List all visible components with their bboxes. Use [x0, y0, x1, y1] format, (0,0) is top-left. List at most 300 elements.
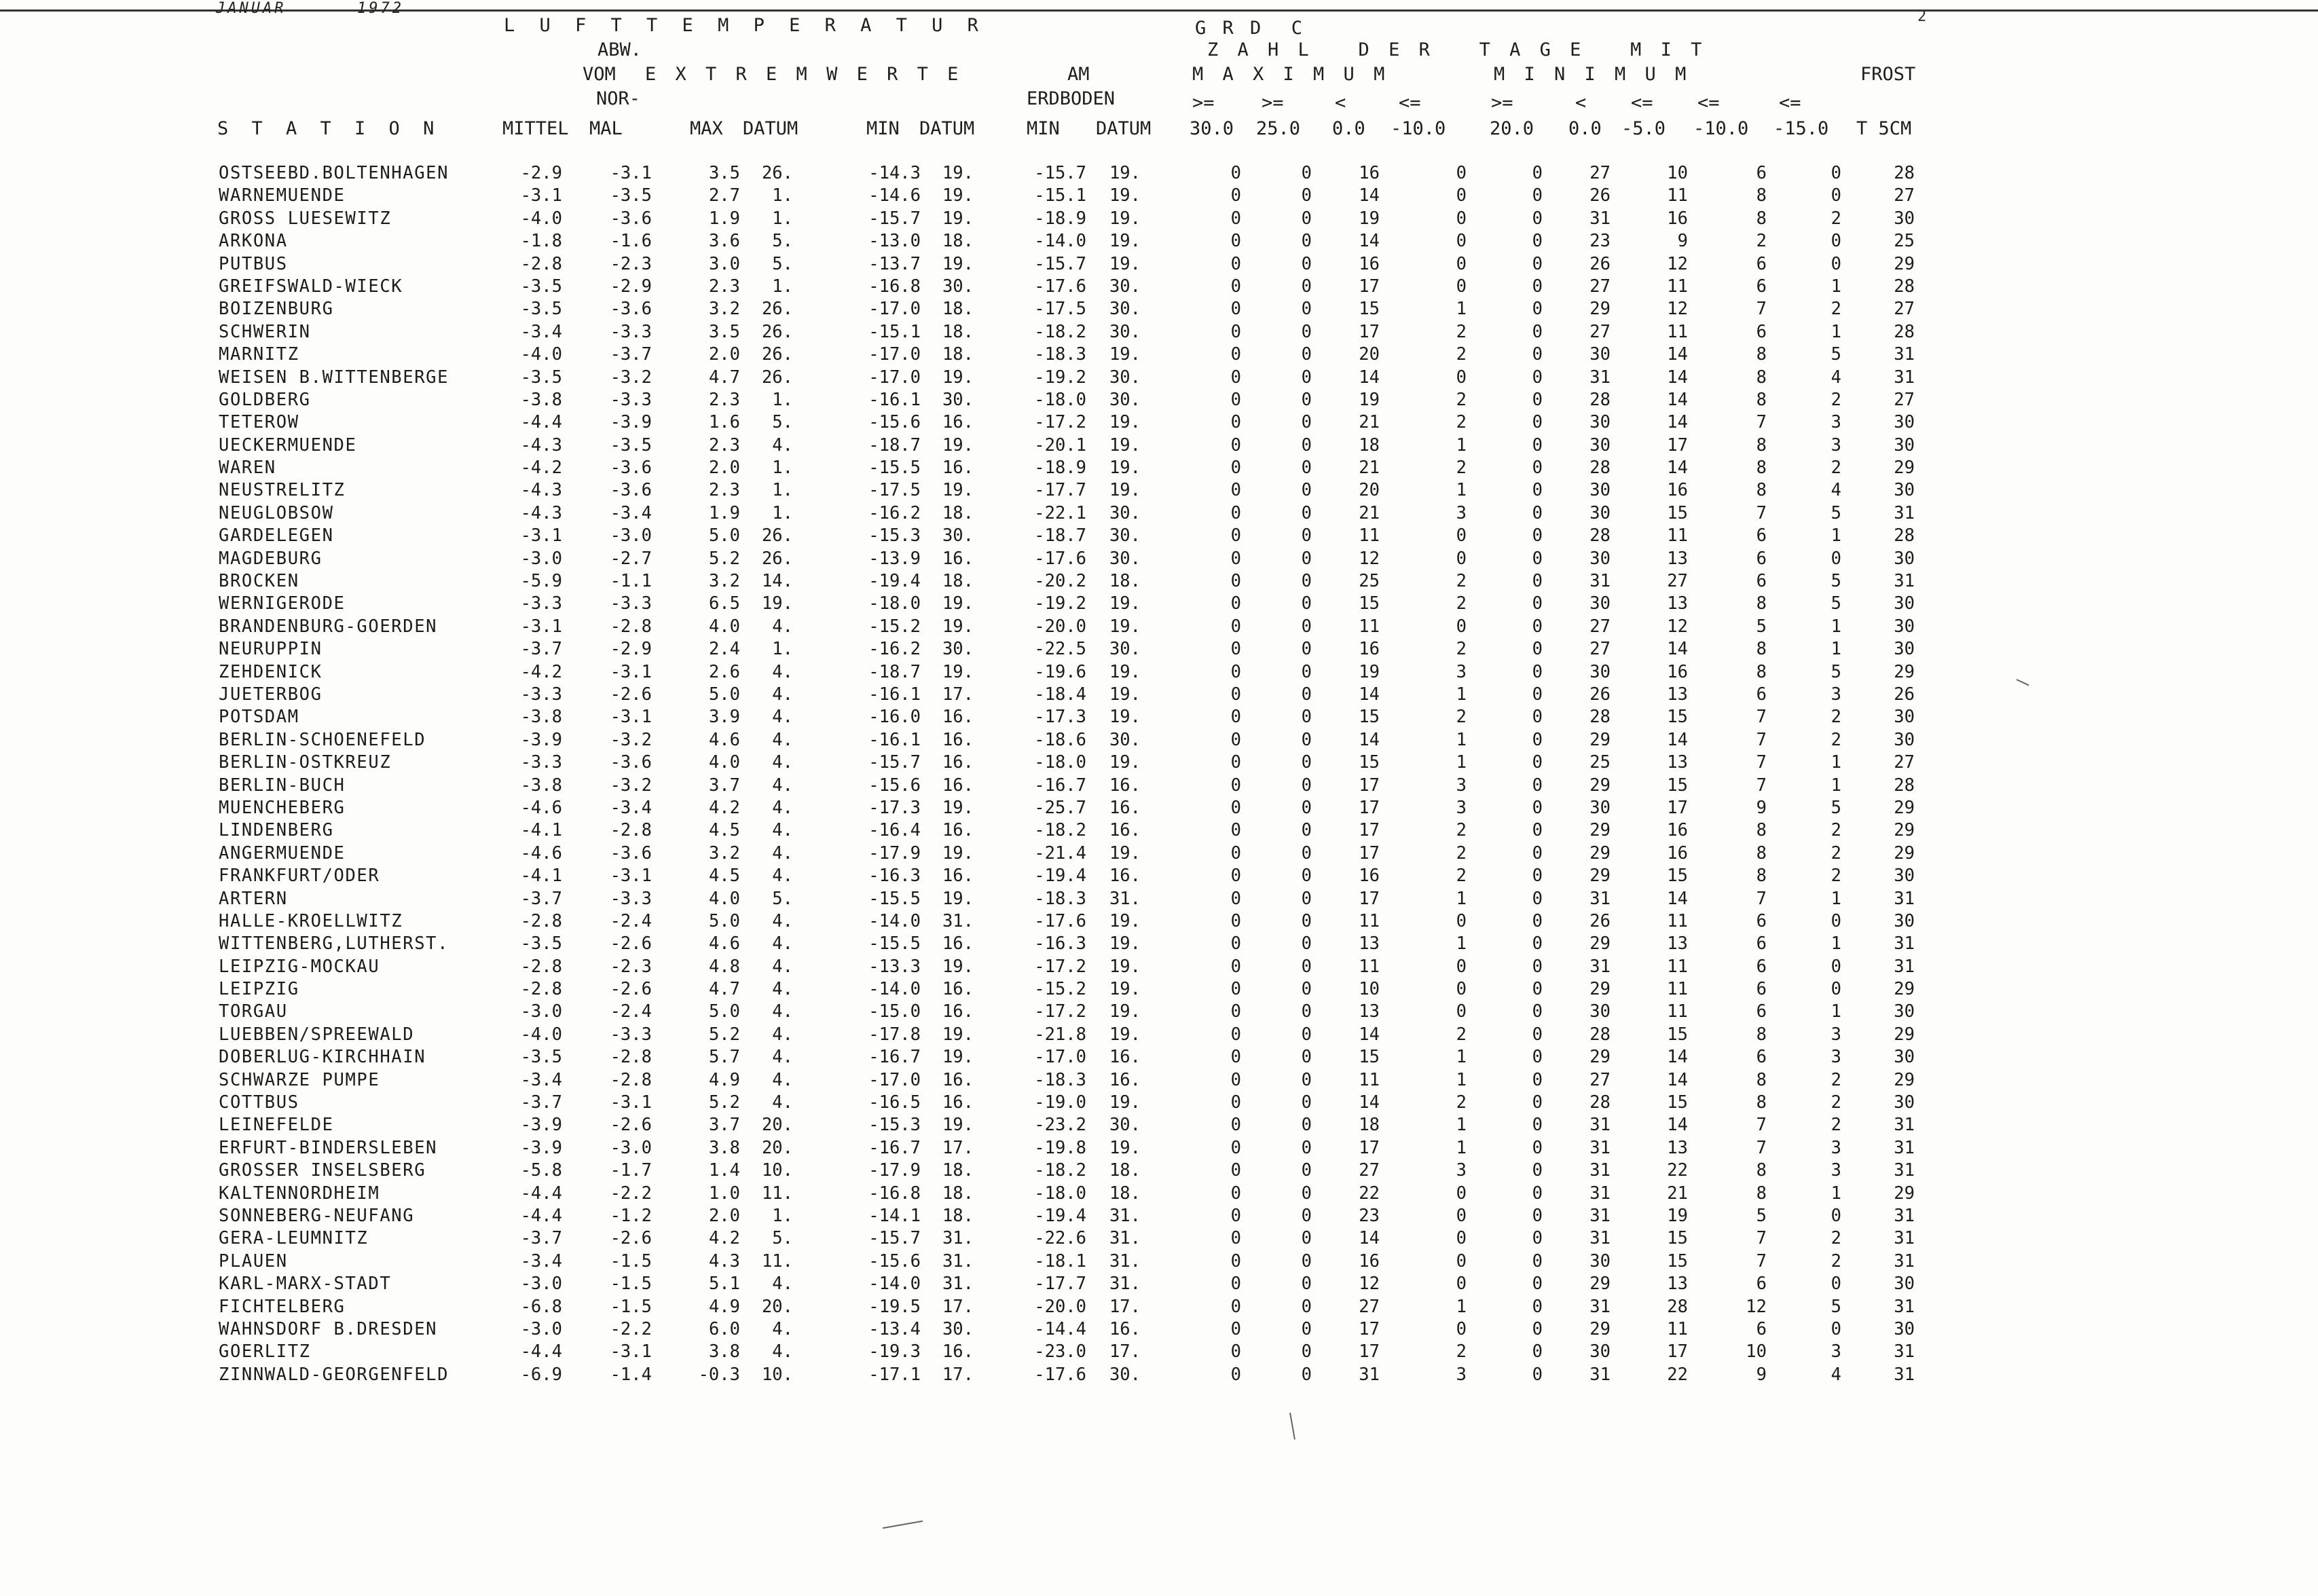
day-count-10: 30	[1894, 412, 1915, 433]
abw-value: -2.6	[610, 933, 652, 954]
day-count-9: 3	[1831, 1341, 1841, 1362]
day-count-3: 20	[1359, 480, 1380, 501]
day-count-8: 6	[1756, 956, 1767, 977]
table-row	[0, 1297, 2318, 1319]
op-max-1: >=	[1192, 92, 1215, 113]
min-date: 16.	[942, 1069, 974, 1090]
erdboden-min-value: -15.7	[1034, 163, 1086, 183]
max-date: 4.	[772, 1069, 793, 1090]
table-row	[0, 843, 2318, 866]
min-value: -15.6	[868, 775, 921, 796]
day-count-9: 0	[1831, 253, 1841, 274]
day-count-3: 14	[1359, 729, 1380, 750]
day-count-2: 0	[1301, 775, 1312, 796]
day-count-8: 7	[1756, 707, 1767, 728]
day-count-7: 19	[1667, 1205, 1688, 1226]
day-count-1: 0	[1230, 208, 1241, 229]
min-value: -15.2	[868, 616, 921, 637]
day-count-2: 0	[1301, 1364, 1312, 1385]
erdboden-min-value: -20.1	[1034, 434, 1086, 456]
day-count-3: 15	[1359, 593, 1380, 614]
station-name: LEIPZIG	[219, 979, 299, 1000]
min-value: -16.1	[868, 389, 921, 410]
mittel-value: -3.0	[520, 1274, 562, 1295]
station-name: DOBERLUG-KIRCHHAIN	[219, 1047, 426, 1068]
day-count-9: 0	[1831, 185, 1841, 206]
day-count-1: 0	[1230, 1228, 1241, 1249]
station-header: S T A T I O N	[217, 118, 441, 139]
day-count-9: 2	[1831, 729, 1841, 750]
min-date: 19.	[942, 434, 974, 456]
max-date: 10.	[761, 1160, 793, 1181]
max-value: 1.0	[708, 1183, 740, 1204]
station-name: BERLIN-SCHOENEFELD	[219, 729, 426, 750]
table-title: L U F T T E M P E R A T U R	[504, 15, 985, 36]
min-value: -19.3	[868, 1341, 921, 1362]
mittel-value: -5.8	[520, 1160, 562, 1181]
abw-value: -1.5	[610, 1250, 652, 1272]
erdboden-min-date: 30.	[1109, 548, 1141, 569]
max-date: 4.	[772, 910, 793, 931]
station-name: PLAUEN	[219, 1250, 288, 1272]
day-count-2: 0	[1301, 1092, 1312, 1113]
day-count-8: 8	[1756, 389, 1767, 410]
station-name: MARNITZ	[219, 344, 299, 365]
min-date: 16.	[942, 548, 974, 569]
day-count-7: 14	[1667, 458, 1688, 479]
day-count-8: 8	[1756, 661, 1767, 682]
day-count-2: 0	[1301, 299, 1312, 320]
day-count-1: 0	[1230, 1205, 1241, 1226]
day-count-7: 14	[1667, 1047, 1688, 1068]
erdboden-min-date: 31.	[1109, 1228, 1141, 1249]
day-count-1: 0	[1230, 661, 1241, 682]
min-date: 17.	[942, 684, 974, 705]
abw-value: -2.8	[610, 1069, 652, 1090]
erdboden-min-date: 19.	[1109, 163, 1141, 183]
table-row	[0, 163, 2318, 185]
abw-value: -3.7	[610, 344, 652, 365]
erdboden-min-value: -17.6	[1034, 276, 1086, 297]
erdboden-min-value: -17.0	[1034, 1047, 1086, 1068]
erdboden-min-date: 18.	[1109, 571, 1141, 592]
min-date: 30.	[942, 276, 974, 297]
day-count-6: 28	[1589, 458, 1611, 479]
day-count-4: 2	[1456, 820, 1467, 841]
day-count-9: 1	[1831, 525, 1841, 546]
min-value: -17.5	[868, 480, 921, 501]
day-count-4: 0	[1456, 1228, 1467, 1249]
station-name: NEUSTRELITZ	[219, 480, 346, 501]
erdboden-min-date: 30.	[1109, 367, 1141, 388]
day-count-2: 0	[1301, 616, 1312, 637]
abw-value: -3.0	[610, 525, 652, 546]
day-count-7: 13	[1667, 933, 1688, 954]
max-value: 5.2	[708, 1024, 740, 1045]
min-value: -17.0	[868, 1069, 921, 1090]
max-date: 4.	[772, 616, 793, 637]
minimum-label: M I N I M U M	[1494, 64, 1691, 85]
day-count-4: 2	[1456, 639, 1467, 660]
day-count-4: 0	[1456, 231, 1467, 252]
min-date: 18.	[942, 502, 974, 523]
station-name: WEISEN B.WITTENBERGE	[219, 367, 449, 388]
day-count-1: 0	[1230, 458, 1241, 479]
day-count-5: 0	[1532, 979, 1543, 1000]
day-count-7: 10	[1667, 163, 1688, 183]
day-count-6: 28	[1589, 525, 1611, 546]
day-count-6: 27	[1589, 1069, 1611, 1090]
max-date: 4.	[772, 752, 793, 773]
table-row	[0, 344, 2318, 367]
day-count-1: 0	[1230, 480, 1241, 501]
station-name: WERNIGERODE	[219, 593, 346, 614]
day-count-10: 31	[1894, 344, 1915, 365]
erdboden-min-date: 31.	[1109, 1274, 1141, 1295]
mittel-value: -3.0	[520, 548, 562, 569]
day-count-1: 0	[1230, 933, 1241, 954]
mittel-value: -3.5	[520, 367, 562, 388]
day-count-9: 2	[1831, 1092, 1841, 1113]
table-row	[0, 775, 2318, 798]
erdboden-min-value: -18.9	[1034, 208, 1086, 229]
min-value: -17.1	[868, 1364, 921, 1385]
day-count-2: 0	[1301, 1001, 1312, 1022]
erdboden-min-value: -17.5	[1034, 299, 1086, 320]
erdboden-min-date: 31.	[1109, 1205, 1141, 1226]
vom-label: VOM	[583, 64, 616, 85]
min-date: 19.	[942, 185, 974, 206]
day-count-7: 13	[1667, 684, 1688, 705]
day-count-5: 0	[1532, 888, 1543, 909]
day-count-9: 0	[1831, 910, 1841, 931]
day-count-8: 2	[1756, 231, 1767, 252]
day-count-10: 31	[1894, 367, 1915, 388]
day-count-6: 30	[1589, 1341, 1611, 1362]
min-date: 16.	[942, 775, 974, 796]
erdboden-min-value: -14.4	[1034, 1318, 1086, 1339]
day-count-8: 6	[1756, 1001, 1767, 1022]
max-value: 6.5	[708, 593, 740, 614]
day-count-3: 15	[1359, 707, 1380, 728]
day-count-9: 0	[1831, 548, 1841, 569]
day-count-3: 11	[1359, 525, 1380, 546]
abw-value: -3.3	[610, 389, 652, 410]
max-date: 4.	[772, 979, 793, 1000]
day-count-10: 29	[1894, 1024, 1915, 1045]
max-value: 5.7	[708, 1047, 740, 1068]
max-date: 4.	[772, 820, 793, 841]
day-count-6: 30	[1589, 1250, 1611, 1272]
day-count-2: 0	[1301, 548, 1312, 569]
day-count-2: 0	[1301, 389, 1312, 410]
abw-value: -3.5	[610, 185, 652, 206]
day-count-1: 0	[1230, 571, 1241, 592]
frost-t5cm-header: T 5CM	[1856, 118, 1912, 139]
station-name: ANGERMUENDE	[219, 842, 346, 864]
min-date: 16.	[942, 458, 974, 479]
erdboden-min-date: 19.	[1109, 1024, 1141, 1045]
day-count-8: 5	[1756, 1205, 1767, 1226]
day-count-3: 13	[1359, 1001, 1380, 1022]
min-date: 18.	[942, 1183, 974, 1204]
min-date: 30.	[942, 1318, 974, 1339]
day-count-3: 15	[1359, 1047, 1380, 1068]
day-count-3: 11	[1359, 1069, 1380, 1090]
day-count-6: 31	[1589, 1160, 1611, 1181]
day-count-7: 14	[1667, 344, 1688, 365]
unit-label: G R D C	[1195, 18, 1306, 39]
min-date: 31.	[942, 1274, 974, 1295]
erdboden-min-date: 16.	[1109, 797, 1141, 818]
mittel-value: -2.9	[520, 163, 562, 183]
max-date: 5.	[772, 253, 793, 274]
abw-value: -3.1	[610, 1341, 652, 1362]
day-count-3: 21	[1359, 412, 1380, 433]
day-count-9: 4	[1831, 1364, 1841, 1385]
day-count-10: 31	[1894, 1250, 1915, 1272]
max-value: 4.2	[708, 797, 740, 818]
day-count-6: 28	[1589, 707, 1611, 728]
erdboden-min-value: -22.6	[1034, 1228, 1086, 1249]
erdboden-min-date: 19.	[1109, 616, 1141, 637]
station-name: WAHNSDORF B.DRESDEN	[219, 1318, 438, 1339]
day-count-4: 0	[1456, 1001, 1467, 1022]
erdboden-min-value: -23.2	[1034, 1115, 1086, 1136]
min-value: -13.7	[868, 253, 921, 274]
erdboden-min-date: 19.	[1109, 344, 1141, 365]
station-name: JUETERBOG	[219, 684, 323, 705]
day-count-2: 0	[1301, 1115, 1312, 1136]
station-name: SCHWERIN	[219, 321, 311, 342]
max-date: 4.	[772, 1024, 793, 1045]
day-count-5: 0	[1532, 208, 1543, 229]
day-count-6: 30	[1589, 480, 1611, 501]
day-count-9: 0	[1831, 1318, 1841, 1339]
min-value: -19.5	[868, 1296, 921, 1317]
abw-value: -3.1	[610, 163, 652, 183]
day-count-1: 0	[1230, 1047, 1241, 1068]
day-count-6: 29	[1589, 729, 1611, 750]
table-row	[0, 1138, 2318, 1160]
day-count-4: 0	[1456, 956, 1467, 977]
min-value: -17.9	[868, 842, 921, 864]
abw-value: -1.5	[610, 1274, 652, 1295]
day-count-1: 0	[1230, 231, 1241, 252]
day-count-3: 16	[1359, 163, 1380, 183]
day-count-5: 0	[1532, 231, 1543, 252]
day-count-8: 8	[1756, 344, 1767, 365]
day-count-3: 20	[1359, 344, 1380, 365]
day-count-5: 0	[1532, 1228, 1543, 1249]
min-value: -16.8	[868, 276, 921, 297]
day-count-8: 7	[1756, 1250, 1767, 1272]
day-count-4: 2	[1456, 1092, 1467, 1113]
day-count-4: 0	[1456, 163, 1467, 183]
mittel-value: -3.9	[520, 1137, 562, 1158]
max-date: 26.	[761, 299, 793, 320]
max-date: 10.	[761, 1364, 793, 1385]
mittel-value: -3.1	[520, 616, 562, 637]
day-count-1: 0	[1230, 548, 1241, 569]
abw-value: -1.5	[610, 1296, 652, 1317]
max-date: 4.	[772, 707, 793, 728]
day-count-9: 5	[1831, 502, 1841, 523]
day-count-1: 0	[1230, 910, 1241, 931]
day-count-8: 8	[1756, 639, 1767, 660]
min-date: 19.	[942, 480, 974, 501]
day-count-9: 0	[1831, 979, 1841, 1000]
abw-value: -3.1	[610, 661, 652, 682]
erdboden-min-date: 19.	[1109, 458, 1141, 479]
table-row	[0, 933, 2318, 956]
day-count-10: 27	[1894, 389, 1915, 410]
table-row	[0, 185, 2318, 208]
day-count-9: 2	[1831, 458, 1841, 479]
day-count-5: 0	[1532, 253, 1543, 274]
min-date: 16.	[942, 1341, 974, 1362]
min-value: -17.8	[868, 1024, 921, 1045]
day-count-4: 1	[1456, 1137, 1467, 1158]
day-count-3: 31	[1359, 1364, 1380, 1385]
day-count-4: 0	[1456, 979, 1467, 1000]
day-count-8: 6	[1756, 979, 1767, 1000]
day-count-6: 27	[1589, 639, 1611, 660]
day-count-5: 0	[1532, 344, 1543, 365]
day-count-10: 30	[1894, 480, 1915, 501]
day-count-3: 17	[1359, 797, 1380, 818]
erdboden-min-date: 17.	[1109, 1341, 1141, 1362]
day-count-9: 2	[1831, 866, 1841, 887]
erdboden-min-date: 30.	[1109, 1364, 1141, 1385]
day-count-9: 0	[1831, 1274, 1841, 1295]
day-count-10: 30	[1894, 434, 1915, 456]
mittel-value: -1.8	[520, 231, 562, 252]
min-value: -15.3	[868, 1115, 921, 1136]
day-count-4: 2	[1456, 866, 1467, 887]
station-name: FRANKFURT/ODER	[219, 866, 380, 887]
day-count-2: 0	[1301, 321, 1312, 342]
min-date: 19.	[942, 842, 974, 864]
abw-value: -2.9	[610, 639, 652, 660]
day-count-10: 29	[1894, 1069, 1915, 1090]
mittel-value: -4.2	[520, 661, 562, 682]
day-count-8: 8	[1756, 480, 1767, 501]
max-date: 1.	[772, 458, 793, 479]
min-date: 17.	[942, 1137, 974, 1158]
mittel-value: -3.0	[520, 1318, 562, 1339]
table-row	[0, 1092, 2318, 1115]
table-row	[0, 707, 2318, 729]
day-count-4: 0	[1456, 616, 1467, 637]
day-count-3: 21	[1359, 502, 1380, 523]
day-count-4: 0	[1456, 1250, 1467, 1272]
day-count-3: 14	[1359, 684, 1380, 705]
min-date: 16.	[942, 412, 974, 433]
erdboden-min-date: 30.	[1109, 729, 1141, 750]
day-count-3: 17	[1359, 842, 1380, 864]
day-count-1: 0	[1230, 1183, 1241, 1204]
max-value: 2.3	[708, 480, 740, 501]
day-count-6: 27	[1589, 616, 1611, 637]
day-count-10: 31	[1894, 1364, 1915, 1385]
day-count-2: 0	[1301, 707, 1312, 728]
table-row	[0, 639, 2318, 661]
mittel-value: -3.9	[520, 1115, 562, 1136]
erdboden-min-date: 19.	[1109, 208, 1141, 229]
min-date: 19.	[942, 1024, 974, 1045]
day-count-7: 11	[1667, 910, 1688, 931]
erdboden-min-date: 16.	[1109, 1047, 1141, 1068]
erdboden-min-date: 19.	[1109, 593, 1141, 614]
day-count-1: 0	[1230, 1001, 1241, 1022]
day-count-2: 0	[1301, 866, 1312, 887]
table-row	[0, 276, 2318, 299]
table-row	[0, 503, 2318, 525]
day-count-4: 1	[1456, 933, 1467, 954]
abw-value: -3.4	[610, 502, 652, 523]
min-date: 17.	[942, 1364, 974, 1385]
min-value: -15.5	[868, 458, 921, 479]
day-count-7: 15	[1667, 502, 1688, 523]
max-value: 4.7	[708, 979, 740, 1000]
day-count-4: 3	[1456, 502, 1467, 523]
day-count-4: 2	[1456, 593, 1467, 614]
max-date: 4.	[772, 1047, 793, 1068]
day-count-1: 0	[1230, 1115, 1241, 1136]
day-count-5: 0	[1532, 458, 1543, 479]
station-name: PUTBUS	[219, 253, 288, 274]
erdboden-min-date: 31.	[1109, 1250, 1141, 1272]
mittel-value: -3.5	[520, 276, 562, 297]
day-count-5: 0	[1532, 1024, 1543, 1045]
min-value: -14.3	[868, 163, 921, 183]
day-count-10: 30	[1894, 639, 1915, 660]
day-count-7: 15	[1667, 1228, 1688, 1249]
min-value: -18.7	[868, 661, 921, 682]
min-date: 16.	[942, 820, 974, 841]
mittel-value: -3.7	[520, 639, 562, 660]
mittel-value: -4.0	[520, 344, 562, 365]
min-value: -15.5	[868, 933, 921, 954]
day-count-8: 12	[1746, 1296, 1767, 1317]
day-count-1: 0	[1230, 412, 1241, 433]
day-count-6: 28	[1589, 389, 1611, 410]
day-count-3: 17	[1359, 820, 1380, 841]
day-count-8: 6	[1756, 910, 1767, 931]
day-count-6: 31	[1589, 208, 1611, 229]
mittel-value: -3.4	[520, 1069, 562, 1090]
day-count-1: 0	[1230, 389, 1241, 410]
min-date: 19.	[942, 367, 974, 388]
day-count-2: 0	[1301, 820, 1312, 841]
max-date: 20.	[761, 1296, 793, 1317]
day-count-4: 2	[1456, 412, 1467, 433]
mittel-value: -3.0	[520, 1001, 562, 1022]
max-value: 4.7	[708, 367, 740, 388]
day-count-4: 0	[1456, 1183, 1467, 1204]
day-count-1: 0	[1230, 820, 1241, 841]
day-count-8: 6	[1756, 1047, 1767, 1068]
min-value: -15.7	[868, 208, 921, 229]
day-count-6: 29	[1589, 775, 1611, 796]
day-count-1: 0	[1230, 775, 1241, 796]
day-count-6: 30	[1589, 434, 1611, 456]
threshold-minus10-min: -10.0	[1693, 118, 1749, 139]
day-count-3: 16	[1359, 639, 1380, 660]
max-date: 4.	[772, 434, 793, 456]
mittel-value: -3.7	[520, 1092, 562, 1113]
